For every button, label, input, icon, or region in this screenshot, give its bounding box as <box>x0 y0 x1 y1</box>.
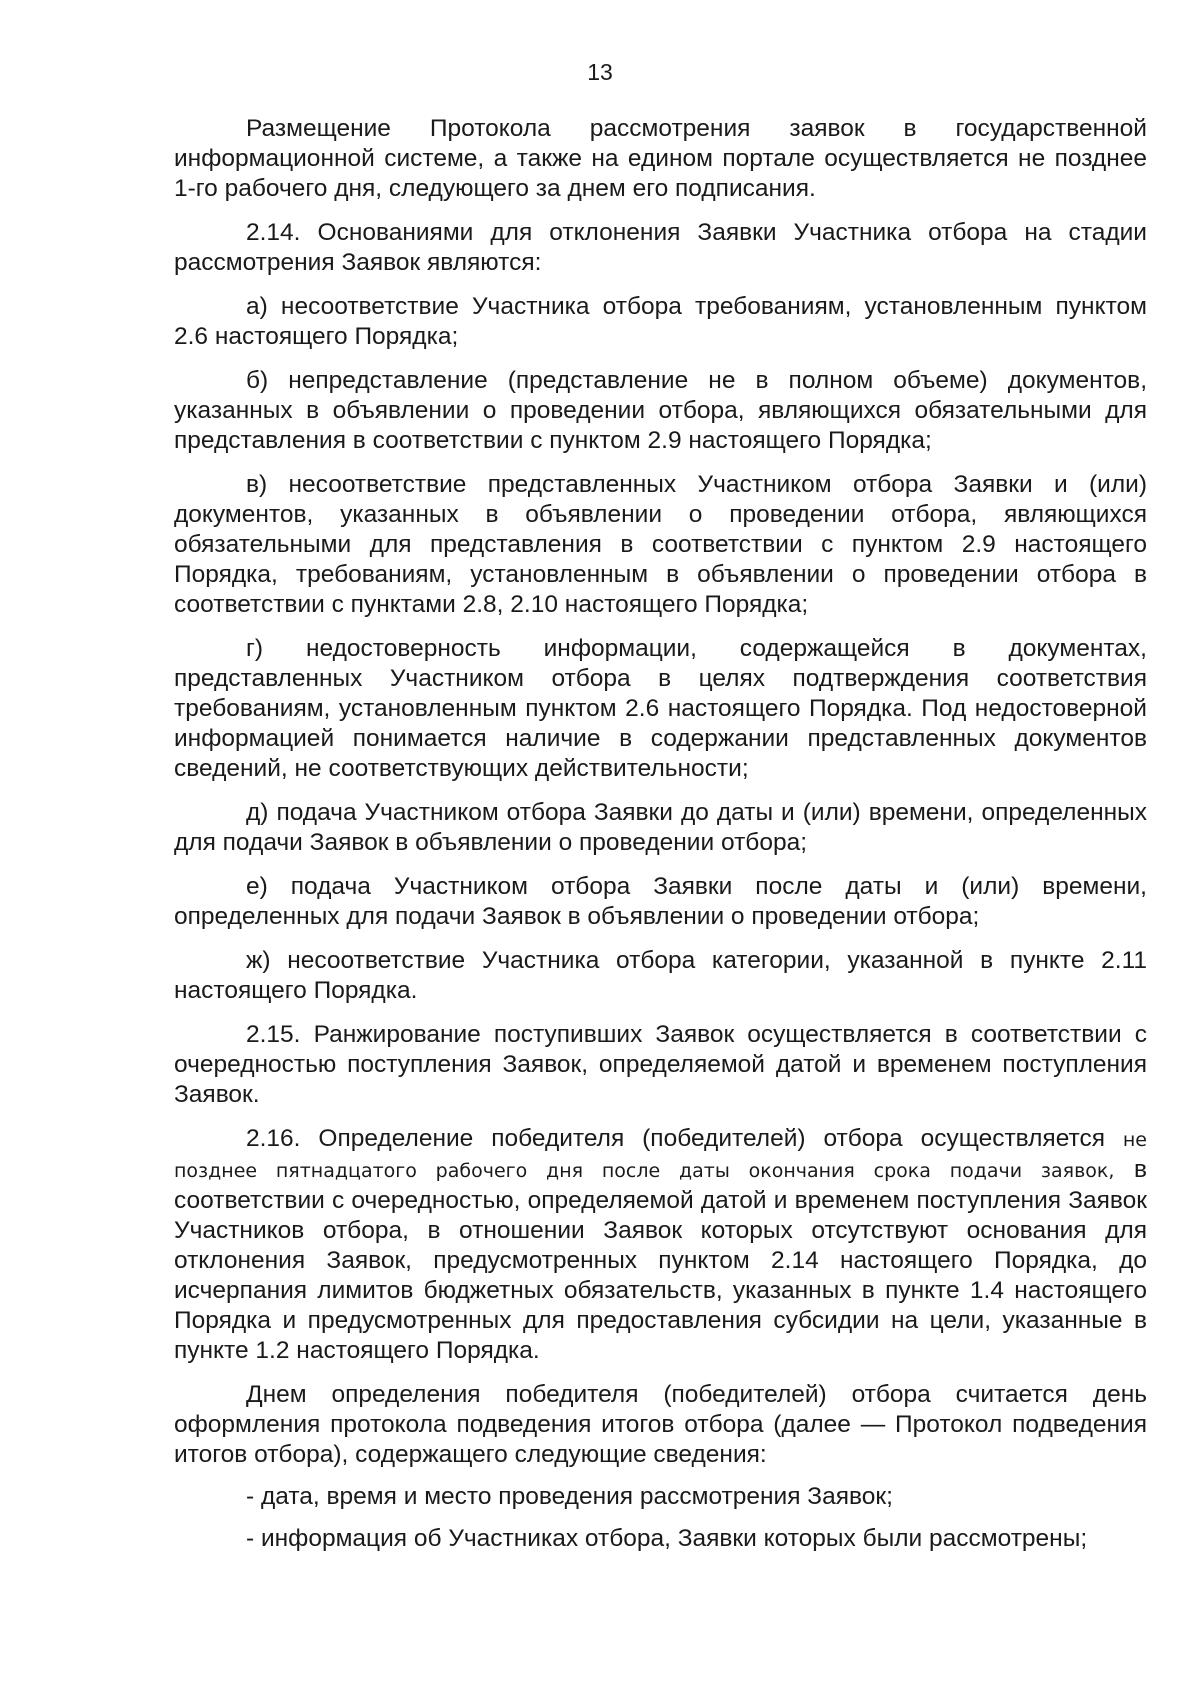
paragraph-protocol-placement: Размещение Протокола рассмотрения заявок в государственной информационной системе, а также на едином портале осуществляется не позднее 1-го рабочего дня, следующего за днем его подписания. <box>174 115 1147 202</box>
list-item-d: д) подача Участником отбора Заявки до даты и (или) времени, определенных для подачи Заявок в объявлении о проведении отбора; <box>174 799 1147 856</box>
list-item-zh: ж) несоответствие Участника отбора категории, указанной в пункте 2.11 настоящего Порядка. <box>174 947 1147 1004</box>
list-item-date-time-place: - дата, время и место проведения рассмотрения Заявок; <box>246 1483 893 1510</box>
paragraph-2-16-start: 2.16. Определение победителя (победителей) отбора осуществляется <box>246 1125 1123 1152</box>
paragraph-2-16-end: в соответствии с очередностью, определяемой датой и временем поступления Заявок Участников отбора, в отношении Заявок которых отсутствуют основания для отклонения Заявок, предусмотренных пунктом 2.14 настоящего Порядка, до исчерпания лимитов бюджетных обязательств, указанных в пункте 1.4 настоящего Порядка и предусмотренных для предоставления субсидии на цели, указанные в пункте 1.2 настоящего Порядка. <box>174 1156 1147 1364</box>
list-item-e: е) подача Участником отбора Заявки после даты и (или) времени, определенных для подачи Заявок в объявлении о проведении отбора; <box>174 873 1147 930</box>
paragraph-2-16-deadline: не позднее пятнадцатого рабочего дня после даты окончания срока подачи заявок, <box>174 1129 1147 1182</box>
document-body <box>174 114 1147 1566</box>
paragraph-2-16 <box>174 1124 1147 1366</box>
paragraph-2-14: 2.14. Основаниями для отклонения Заявки Участника отбора на стадии рассмотрения Заявок являются: <box>174 219 1147 276</box>
paragraph-2-15: 2.15. Ранжирование поступивших Заявок осуществляется в соответствии с очередностью поступления Заявок, определяемой датой и временем поступления Заявок. <box>174 1021 1147 1108</box>
page-number: 13 <box>587 59 613 85</box>
list-item-a: а) несоответствие Участника отбора требованиям, установленным пунктом 2.6 настоящего Порядка; <box>174 293 1147 350</box>
list-item-g: г) недостоверность информации, содержащейся в документах, представленных Участником отбора в целях подтверждения соответствия требованиям, установленным пунктом 2.6 настоящего Порядка. Под недостоверной информацией понимается наличие в содержании представленных документов сведений, не соответствующих действительности; <box>174 635 1147 782</box>
list-item-b: б) непредставление (представление не в полном объеме) документов, указанных в объявлении о проведении отбора, являющихся обязательными для представления в соответствии с пунктом 2.9 настоящего Порядка; <box>174 367 1147 454</box>
list-item-v: в) несоответствие представленных Участником отбора Заявки и (или) документов, указанных в объявлении о проведении отбора, являющихся обязательными для представления в соответствии с пунктом 2.9 настоящего Порядка, требованиям, установленным в объявлении о проведении отбора в соответствии с пунктами 2.8, 2.10 настоящего Порядка; <box>174 471 1147 618</box>
list-item-participants-info: - информация об Участниках отбора, Заявки которых были рассмотрены; <box>246 1525 1088 1552</box>
paragraph-winner-day: Днем определения победителя (победителей) отбора считается день оформления протокола подведения итогов отбора (далее — Протокол подведения итогов отбора), содержащего следующие сведения: <box>174 1381 1147 1468</box>
